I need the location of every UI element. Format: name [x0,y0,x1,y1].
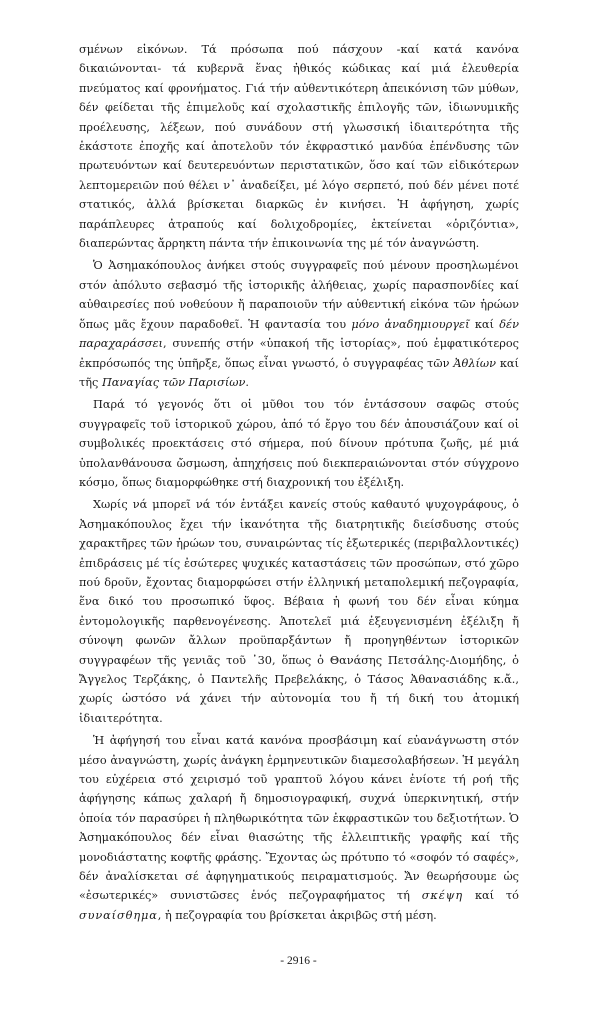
text-run: Ὁ Ἀσημακόπουλος ἀνήκει στούς συγγραφεῖς πού μένουν προσηλωμένοι στόν ἀπόλυτο σεβασμό τῆς ἱστορικῆς ἀλήθειας, χωρίς παρασπονδίες καί αὐθαιρεσίες πού νοθεύουν ἤ παραποιοῦν τήν αὐθεντική εἰκόνα τῶν ἡρώων ὅπως μᾶς ἔχουν παραδοθεῖ. Ἡ φαντασία του [79,259,519,331]
paragraph-5 [79,731,519,925]
paragraph-1 [79,40,519,253]
text-run: δέν παραχαράσσει [79,317,519,351]
text-run: Παναγίας τῶν Παρισίων [101,375,246,389]
paragraph-4 [79,495,519,728]
text-run: Ἀθλίων [453,356,496,370]
text-run: Χωρίς νά μπορεῖ νά τόν ἐντάξει κανείς στούς καθαυτό ψυχογράφους, ὁ Ἀσημακόπουλος ἔχει τήν ἱκανότητα τῆς διατρητικῆς διείσδυσης στούς χαρακτῆρες τῶν ἡρώων του, συναιρώντας τίς ἐξωτερικές (περιβαλλοντικές) ἐπιδράσεις μέ τίς ἐσώτερες ψυχικές καταστάσεις τῶν προσώπων, στό χῶρο πού δροῦν, ἔχοντας διαμορφώσει στήν ἑλληνική μεταπολεμική πεζογραφία, ἕνα δικό του προσωπικό ὕφος. Βέβαια ἡ φωνή του δέν εἶναι κύημα ἐντομολογικῆς παρθενογένεσης. Ἀποτελεῖ μιά ἐξευγενισμένη ἐξέλιξη ἤ σύνοψη φωνῶν ἄλλων προϋπαρξάντων ἤ προηγηθέντων ἱστορικῶν συγγραφέων τῆς γενιᾶς τοῦ ᾿30, ὅπως ὁ Θανάσης Πετσάλης-Διομήδης, ὁ Ἄγγελος Τερζάκης, ὁ Παντελῆς Πρεβελάκης, ὁ Τάσος Ἀθανασιάδης κ.ἄ., χωρίς ὡστόσο νά χάνει τήν αὐτονομία του ἤ τή δική του ἀτομική ἰδιαιτερότητα. [79,498,519,725]
text-run: καί τῆς [79,356,519,389]
paragraph-2 [79,256,519,392]
text-run: Ἡ ἀφήγησή του εἶναι κατά κανόνα προσβάσιμη καί εὐανάγνωστη στόν μέσο ἀναγνώστη, χωρίς ἀνάγκη ἑρμηνευτικῶν διαμεσολαβήσεων. Ἡ μεγάλη του εὐχέρεια στό χειρισμό τοῦ γραπτοῦ λόγου κάνει ἐνίοτε τή ροή τῆς ἀφήγησης κάπως χαλαρή ἤ δημοσιογραφική, συχνά ὑπερκινητική, στήν ὁποία τόν παρασύρει ἡ πληθωρικότητα τῶν ἐκφραστικῶν του δεξιοτήτων. Ὁ Ἀσημακόπουλος δέν εἶναι θιασώτης τῆς ἐλλειπτικῆς γραφῆς καί τῆς μονοδιάστατης κοφτῆς φράσης. Ἔχοντας ὡς πρότυπο τό «σοφόν τό σαφές», δέν ἀναλίσκεται σέ ἀφηγηματικούς πειραματισμούς. Ἄν θεωρήσουμε ὡς «ἐσωτερικές» συνιστῶσες ἑνός πεζογραφήματος τή [79,734,519,903]
text-run: , συνεπής στήν «ὑπακοή τῆς ἱστορίας», πού ἐμφατικότερος ἐκπρόσωπός της ὑπῆρξε, ὅπως εἶναι γνωστό, ὁ συγγραφέας τῶν [79,337,519,370]
text-run: σμένων εἰκόνων. Τά πρόσωπα πού πάσχουν -καί κατά κανόνα δικαιώνονται- τά κυβερνᾶ ἕνας ἠθικός κώδικας καί μιά ἐλευθερία πνεύματος καί φρονήματος. Γιά τήν αὐθεντικότερη ἀπεικόνιση τῶν μύθων, δέν φείδεται τῆς ἐπιμελοῦς καί σχολαστικῆς ἐπιλογῆς τῶν, ἰδιωνυμικῆς προέλευσης, λέξεων, πού συνάδουν στή γλωσσική ἰδιαιτερότητα τῆς ἑκάστοτε ἐποχῆς καί ἀποτελοῦν τόν ἐκφραστικό μανδύα ἐπένδυσης τῶν πρωτευόντων καί δευτερευόντων περιστατικῶν, ὅσο καί τῶν εἰδικότερων λεπτομερειῶν πού θέλει ν᾿ ἀναδείξει, μέ λόγο σερπετό, πού δέν μένει ποτέ στατικός, ἀλλά βρίσκεται διαρκῶς ἐν κινήσει. Ἡ ἀφήγηση, χωρίς παράπλευρες ἀτραπούς καί δολιχοδρομίες, ἐκτείνεται «ὁριζόντια», διαπερώντας ἄρρηκτη πάντα τήν ἐπικοινωνία της μέ τόν ἀναγνώστη. [79,43,519,251]
body-text [79,40,519,925]
text-run: . [245,375,249,389]
text-run: , ἡ πεζογραφία του βρίσκεται ἀκριβῶς στή μέση. [157,908,437,922]
text-run: μόνο ἀναδημιουργεῖ [351,317,470,331]
text-run: καί [469,317,500,331]
text-run: συναίσθημα [79,908,158,922]
text-run: σκέψη [421,889,464,903]
page-number: - 2916 - [280,955,317,967]
paragraph-3 [79,395,519,492]
text-run: καί τό [463,889,519,903]
text-run: Παρά τό γεγονός ὅτι οἱ μῦθοι του τόν ἐντάσσουν σαφῶς στούς συγγραφεῖς τοῦ ἱστορικοῦ χώρου, ἀπό τό ἔργο του δέν ἀπουσιάζουν καί οἱ συμβολικές προεκτάσεις στό σήμερα, πού δίνουν πρότυπα ζωῆς, μέ μιά ὑπολανθάνουσα ὤσμωση, ἀπηχήσεις πού διεκπεραιώνονται στόν σύγχρονο κόσμο, ὅπως διαμορφώθηκε στή διαχρονική του ἐξέλιξη. [79,398,519,489]
